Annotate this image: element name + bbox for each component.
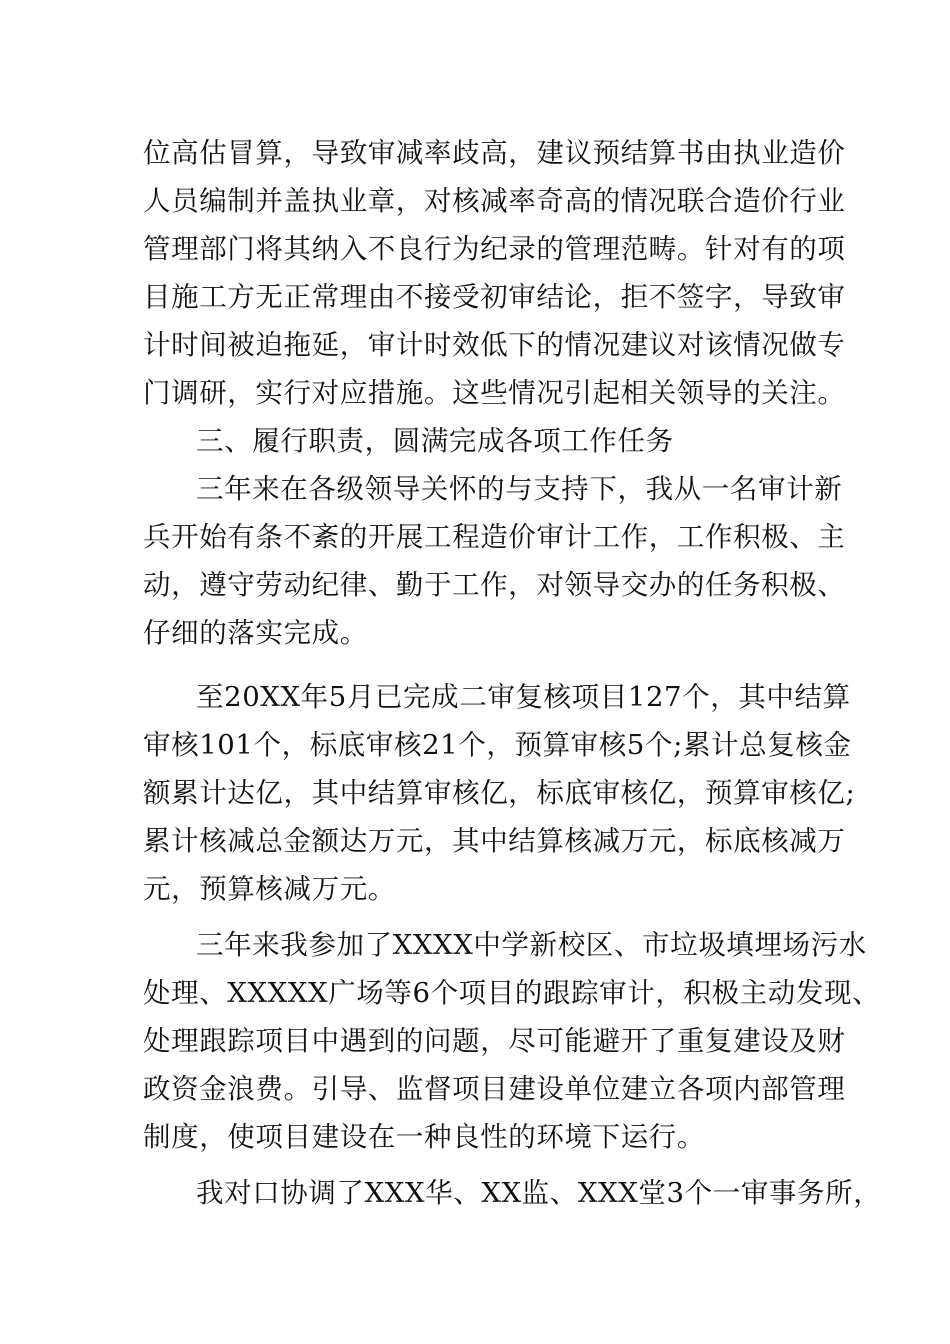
text-line: 制度，使项目建设在一种良性的环境下运行。 <box>143 1121 705 1153</box>
text-line: 三年来我参加了XXXX中学新校区、市垃圾填埋场污水 <box>196 929 867 961</box>
text-line: 目施工方无正常理由不接受初审结论，拒不签字，导致审 <box>143 281 846 313</box>
text-line: 处理跟踪项目中遇到的问题，尽可能避开了重复建设及财 <box>143 1025 846 1057</box>
section-heading: 三、履行职责，圆满完成各项工作任务 <box>196 425 674 457</box>
text-line: 至20XX年5月已完成二审复核项目127个，其中结算 <box>196 681 851 713</box>
text-line: 额累计达亿，其中结算审核亿，标底审核亿，预算审核亿; <box>143 777 856 809</box>
text-line: 管理部门将其纳入不良行为纪录的管理范畴。针对有的项 <box>143 233 846 265</box>
text-line: 三年来在各级领导关怀的与支持下，我从一名审计新 <box>196 473 843 505</box>
text-line: 我对口协调了XXX华、XX监、XXX堂3个一审事务所， <box>196 1177 882 1209</box>
text-line: 政资金浪费。引导、监督项目建设单位建立各项内部管理 <box>143 1073 846 1105</box>
text-line: 动，遵守劳动纪律、勤于工作，对领导交办的任务积极、 <box>143 569 846 601</box>
text-line: 处理、XXXXX广场等6个项目的跟踪审计，积极主动发现、 <box>143 977 881 1009</box>
text-line: 人员编制并盖执业章，对核减率奇高的情况联合造价行业 <box>143 185 846 217</box>
text-line: 计时间被迫拖延，审计时效低下的情况建议对该情况做专 <box>143 329 846 361</box>
text-line: 门调研，实行对应措施。这些情况引起相关领导的关注。 <box>143 377 846 409</box>
text-line: 兵开始有条不紊的开展工程造价审计工作，工作积极、主 <box>143 521 846 553</box>
text-line: 审核101个，标底审核21个，预算审核5个;累计总复核金 <box>143 729 852 761</box>
text-line: 元，预算核减万元。 <box>143 873 396 905</box>
text-line: 仔细的落实完成。 <box>143 617 368 649</box>
text-line: 累计核减总金额达万元，其中结算核减万元，标底核减万 <box>143 825 846 857</box>
text-line: 位高估冒算，导致审减率歧高，建议预结算书由执业造价 <box>143 137 846 169</box>
